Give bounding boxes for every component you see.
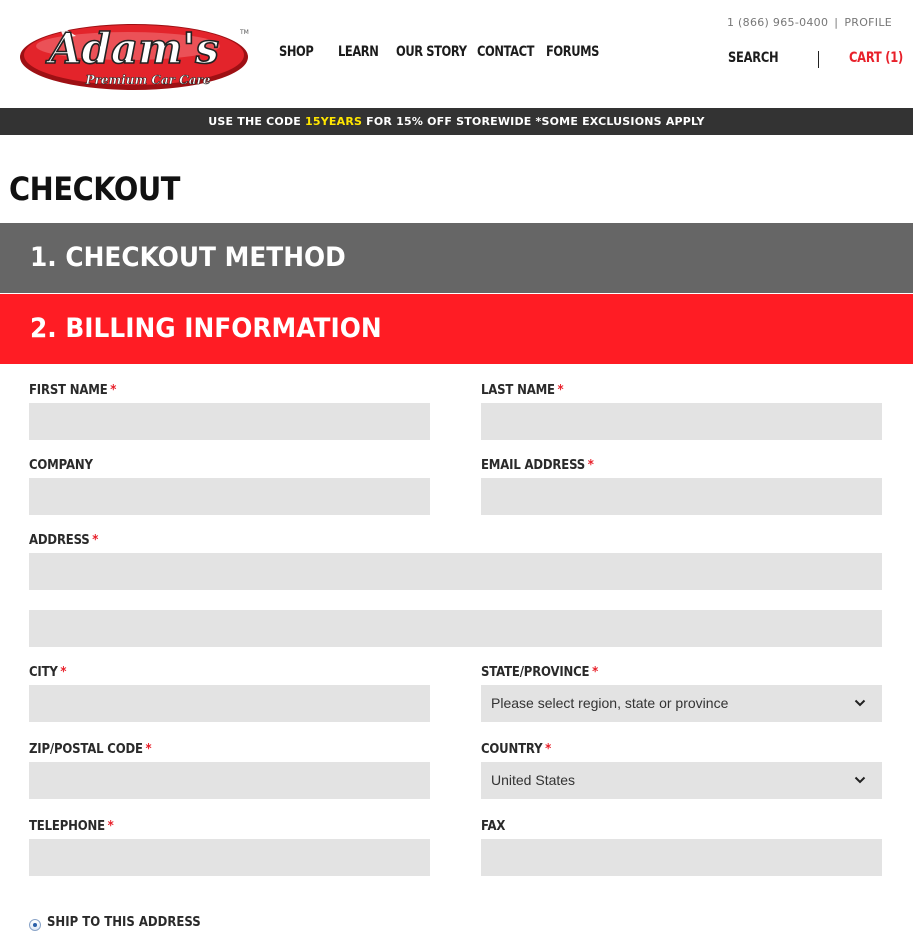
chevron-down-icon: [854, 698, 866, 708]
phone-link[interactable]: 1 (866) 965-0400: [726, 16, 829, 29]
fax-field[interactable]: [481, 839, 882, 876]
label-text: COMPANY: [29, 458, 93, 473]
promo-suffix: FOR 15% OFF STOREWIDE *SOME EXCLUSIONS APPLY: [366, 115, 705, 128]
required-asterisk: *: [545, 742, 552, 757]
required-asterisk: *: [60, 665, 67, 680]
label-text: FAX: [481, 819, 506, 834]
state-label: [481, 665, 598, 680]
first-name-label: [29, 383, 116, 398]
profile-link[interactable]: PROFILE: [844, 16, 892, 29]
required-asterisk: *: [557, 383, 564, 398]
label-text: TELEPHONE: [29, 819, 105, 834]
label-text: ADDRESS: [29, 533, 90, 548]
adams-logo[interactable]: [18, 14, 256, 94]
label-text: STATE/PROVINCE: [481, 665, 590, 680]
label-text: ZIP/POSTAL CODE: [29, 742, 143, 757]
chevron-down-icon: [854, 775, 866, 785]
step-title: 2. BILLING INFORMATION: [30, 313, 382, 344]
last-name-field[interactable]: [481, 403, 882, 440]
required-asterisk: *: [587, 458, 594, 473]
promo-text: [208, 115, 704, 128]
step-billing-information[interactable]: [0, 294, 913, 364]
state-select[interactable]: [481, 685, 882, 722]
label-text: EMAIL ADDRESS: [481, 458, 586, 473]
logo-trademark: TM: [240, 29, 249, 36]
city-field[interactable]: [29, 685, 430, 722]
company-field[interactable]: [29, 478, 430, 515]
ship-to-this-address-radio[interactable]: [29, 919, 41, 931]
nav-shop[interactable]: SHOP: [279, 44, 314, 60]
city-label: [29, 665, 66, 680]
cart-link[interactable]: CART (1): [849, 50, 903, 66]
label-text: COUNTRY: [481, 742, 543, 757]
last-name-label: [481, 383, 564, 398]
email-label: [481, 458, 594, 473]
email-field[interactable]: [481, 478, 882, 515]
required-asterisk: *: [92, 533, 99, 548]
address-line2-field[interactable]: [29, 610, 882, 647]
zip-field[interactable]: [29, 762, 430, 799]
nav-learn[interactable]: LEARN: [338, 44, 379, 60]
nav-forums[interactable]: FORUMS: [546, 44, 600, 60]
country-select[interactable]: [481, 762, 882, 799]
fax-label: [481, 819, 505, 834]
telephone-label: [29, 819, 114, 834]
nav-our-story[interactable]: OUR STORY: [396, 44, 467, 60]
label-text: LAST NAME: [481, 383, 555, 398]
required-asterisk: *: [110, 383, 117, 398]
search-link[interactable]: SEARCH: [728, 50, 779, 66]
first-name-field[interactable]: [29, 403, 430, 440]
required-asterisk: *: [145, 742, 152, 757]
address-label: [29, 533, 98, 548]
step-title: 1. CHECKOUT METHOD: [30, 242, 346, 273]
ship-to-this-address-label[interactable]: SHIP TO THIS ADDRESS: [47, 915, 201, 930]
required-asterisk: *: [592, 665, 599, 680]
logo-tagline: Premium Car Care: [85, 73, 211, 87]
zip-label: [29, 742, 151, 757]
address-line1-field[interactable]: [29, 553, 882, 590]
divider: |: [834, 16, 839, 29]
state-select-value: Please select region, state or province: [491, 695, 729, 711]
promo-banner: [0, 108, 913, 135]
promo-prefix: USE THE CODE: [208, 115, 301, 128]
label-text: CITY: [29, 665, 58, 680]
company-label: [29, 458, 93, 473]
label-text: FIRST NAME: [29, 383, 108, 398]
logo-wordmark: Adam's: [48, 24, 220, 73]
promo-code: 15YEARS: [305, 115, 363, 128]
telephone-field[interactable]: [29, 839, 430, 876]
country-select-value: United States: [491, 772, 576, 788]
utility-links: [727, 16, 892, 29]
required-asterisk: *: [107, 819, 114, 834]
site-header: [0, 0, 913, 108]
step-checkout-method[interactable]: [0, 223, 913, 293]
nav-contact[interactable]: CONTACT: [477, 44, 535, 60]
divider: [818, 51, 819, 68]
country-label: [481, 742, 551, 757]
page-title: CHECKOUT: [9, 170, 180, 208]
